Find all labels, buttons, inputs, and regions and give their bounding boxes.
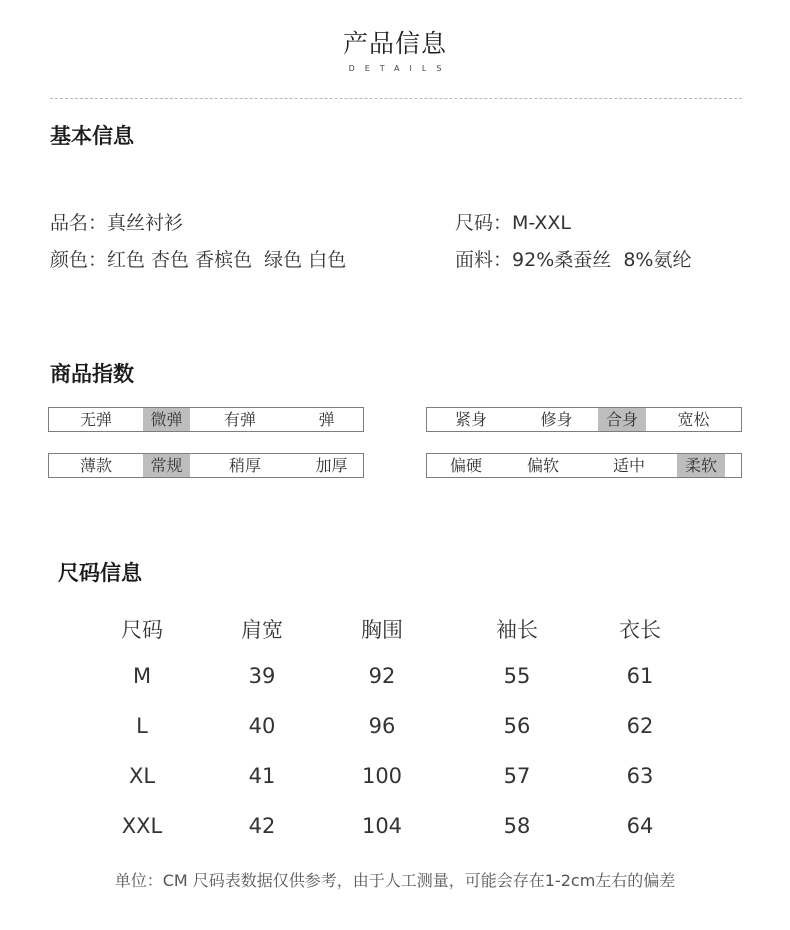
- size-table-cell: 92: [368, 664, 396, 688]
- basic-info-title: 基本信息: [50, 124, 134, 148]
- page-title: 产品信息: [342, 29, 447, 58]
- size-table-cell: XL: [128, 764, 156, 788]
- fabric-value: 92%桑蚕丝 8%氨纶: [512, 249, 692, 271]
- size-table-header: 胸围: [361, 618, 403, 642]
- dashed-divider: [50, 98, 742, 99]
- size-table-header: 衣长: [619, 618, 661, 642]
- size-table-cell: 56: [503, 714, 531, 738]
- elasticity-scale: [48, 407, 364, 432]
- size-table-cell: L: [136, 714, 148, 738]
- product-name-value: 真丝衬衫: [107, 212, 184, 234]
- size-table-cell: 42: [248, 814, 276, 838]
- size-table-cell: 57: [503, 764, 531, 788]
- size-table-note: 单位：CM 尺码表数据仅供参考，由于人工测量，可能会存在1-2cm左右的偏差: [114, 871, 676, 890]
- size-table-cell: XXL: [121, 814, 163, 838]
- scale-option: 修身: [540, 410, 573, 429]
- size-table-cell: 64: [626, 814, 654, 838]
- size-table-cell: 39: [248, 664, 276, 688]
- size-table-header: 袖长: [496, 618, 538, 642]
- page-subtitle: DETAILS: [348, 64, 452, 73]
- size-range-line: [455, 208, 571, 235]
- size-table: [0, 614, 790, 844]
- product-name-line: [50, 208, 183, 235]
- scale-option: 有弹: [223, 410, 256, 429]
- size-table-cell: 100: [361, 764, 403, 788]
- size-table-cell: M: [132, 664, 152, 688]
- size-table-cell: 63: [626, 764, 654, 788]
- softness-scale: [426, 453, 742, 478]
- scale-option: 稍厚: [228, 456, 261, 475]
- scale-option: 适中: [612, 456, 645, 475]
- scale-option: 加厚: [315, 456, 348, 475]
- scale-option: 偏软: [526, 456, 559, 475]
- size-table-header: 肩宽: [241, 618, 283, 642]
- color-label: 颜色：: [50, 249, 108, 271]
- fabric-label: 面料：: [455, 249, 513, 271]
- size-table-cell: 104: [361, 814, 403, 838]
- scale-option: 紧身: [454, 410, 487, 429]
- scale-option-selected: 微弹: [143, 408, 190, 431]
- scale-option: 无弹: [79, 410, 112, 429]
- size-table-cell: 62: [626, 714, 654, 738]
- scale-option-selected: 常规: [143, 454, 190, 477]
- scale-option-selected: 合身: [598, 408, 646, 431]
- thickness-scale: [48, 453, 364, 478]
- fabric-line: [455, 245, 691, 272]
- size-range-value: M-XXL: [512, 212, 571, 234]
- size-table-cell: 41: [248, 764, 276, 788]
- color-line: [50, 245, 346, 272]
- size-table-cell: 96: [368, 714, 396, 738]
- scale-option-selected: 柔软: [677, 454, 725, 477]
- size-info-title: 尺码信息: [58, 561, 142, 585]
- product-index-title: 商品指数: [50, 362, 134, 386]
- size-table-cell: 61: [626, 664, 654, 688]
- scale-option: 弹: [318, 410, 335, 429]
- scale-option: 薄款: [79, 456, 112, 475]
- size-table-cell: 58: [503, 814, 531, 838]
- color-value: 红色 杏色 香槟色 绿色 白色: [107, 249, 347, 271]
- fit-scale: [426, 407, 742, 432]
- scale-option: 偏硬: [449, 456, 482, 475]
- size-range-label: 尺码：: [455, 212, 513, 234]
- size-table-header: 尺码: [121, 618, 163, 642]
- size-table-cell: 40: [248, 714, 276, 738]
- product-name-label: 品名：: [50, 212, 108, 234]
- scale-option: 宽松: [677, 410, 710, 429]
- size-table-cell: 55: [503, 664, 531, 688]
